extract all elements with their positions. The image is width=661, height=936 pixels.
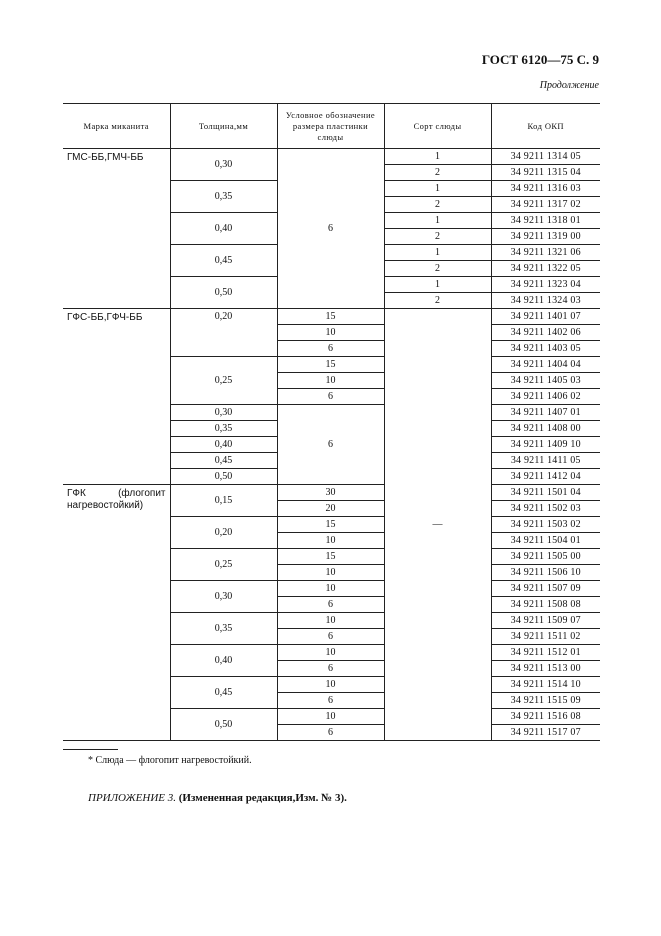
col-header-thickness: Толщина,мм [170, 104, 277, 149]
thickness-cell: 0,35 [170, 421, 277, 437]
thickness-cell: 0,50 [170, 277, 277, 309]
code-cell: 34 9211 1321 06 [491, 245, 600, 261]
table-row [63, 485, 600, 501]
code-cell: 34 9211 1508 08 [491, 597, 600, 613]
col-header-grade: Сорт слюды [384, 104, 491, 149]
code-cell: 34 9211 1512 01 [491, 645, 600, 661]
thickness-cell: 0,30 [170, 581, 277, 613]
code-cell: 34 9211 1318 01 [491, 213, 600, 229]
code-cell: 34 9211 1402 06 [491, 325, 600, 341]
size-cell: 20 [277, 501, 384, 517]
thickness-cell: 0,25 [170, 357, 277, 405]
footnote-divider [63, 749, 118, 750]
thickness-cell: 0,30 [170, 405, 277, 421]
appendix-note [88, 792, 347, 804]
code-cell: 34 9211 1409 10 [491, 437, 600, 453]
size-cell: 10 [277, 373, 384, 389]
appendix-text: (Измененная редакция,Изм. № 3). [178, 792, 347, 804]
size-cell: 6 [277, 693, 384, 709]
code-cell: 34 9211 1412 04 [491, 469, 600, 485]
thickness-cell: 0,45 [170, 453, 277, 469]
size-cell: 10 [277, 709, 384, 725]
table-row [63, 149, 600, 165]
thickness-cell: 0,15 [170, 485, 277, 517]
grade-cell: 2 [384, 229, 491, 245]
size-cell: 6 [277, 405, 384, 485]
micanite-table [63, 103, 600, 741]
size-cell: 6 [277, 597, 384, 613]
code-cell: 34 9211 1401 07 [491, 309, 600, 325]
thickness-cell: 0,20 [170, 517, 277, 549]
size-cell: 15 [277, 517, 384, 533]
grade-cell: 1 [384, 149, 491, 165]
thickness-cell: 0,35 [170, 181, 277, 213]
code-cell: 34 9211 1319 00 [491, 229, 600, 245]
thickness-cell: 0,30 [170, 149, 277, 181]
code-cell: 34 9211 1323 04 [491, 277, 600, 293]
code-cell: 34 9211 1322 05 [491, 261, 600, 277]
thickness-cell: 0,40 [170, 437, 277, 453]
code-cell: 34 9211 1504 01 [491, 533, 600, 549]
thickness-cell: 0,40 [170, 213, 277, 245]
size-cell: 6 [277, 389, 384, 405]
thickness-cell: 0,50 [170, 469, 277, 485]
col-header-size: Условное обозначение размера пластинки слюды [277, 104, 384, 149]
grade-cell: 1 [384, 213, 491, 229]
appendix-prefix: ПРИЛОЖЕНИЕ 3. [88, 792, 176, 804]
code-cell: 34 9211 1316 03 [491, 181, 600, 197]
code-cell: 34 9211 1406 02 [491, 389, 600, 405]
grade-cell: 2 [384, 261, 491, 277]
size-cell: 10 [277, 581, 384, 597]
grade-dash-cell: — [384, 309, 491, 741]
col-header-mark: Марка миканита [63, 104, 170, 149]
footnote: * Слюда — флогопит нагревостойкий. [88, 755, 252, 766]
size-cell: 10 [277, 613, 384, 629]
table-header-row [63, 104, 600, 149]
code-cell: 34 9211 1516 08 [491, 709, 600, 725]
code-cell: 34 9211 1411 05 [491, 453, 600, 469]
code-cell: 34 9211 1513 00 [491, 661, 600, 677]
size-cell: 30 [277, 485, 384, 501]
code-cell: 34 9211 1509 07 [491, 613, 600, 629]
thickness-cell: 0,35 [170, 613, 277, 645]
thickness-cell: 0,45 [170, 245, 277, 277]
grade-cell: 1 [384, 277, 491, 293]
code-cell: 34 9211 1503 02 [491, 517, 600, 533]
grade-cell: 2 [384, 165, 491, 181]
grade-cell: 1 [384, 181, 491, 197]
code-cell: 34 9211 1514 10 [491, 677, 600, 693]
thickness-cell: 0,45 [170, 677, 277, 709]
code-cell: 34 9211 1517 07 [491, 725, 600, 741]
code-cell: 34 9211 1507 09 [491, 581, 600, 597]
mark-cell: ГФК (флогопит нагревостойкий) [63, 485, 170, 741]
continuation-label: Продолжение [539, 80, 599, 91]
size-cell: 6 [277, 149, 384, 309]
size-cell: 15 [277, 309, 384, 325]
size-cell: 10 [277, 677, 384, 693]
grade-cell: 1 [384, 245, 491, 261]
code-cell: 34 9211 1404 04 [491, 357, 600, 373]
code-cell: 34 9211 1501 04 [491, 485, 600, 501]
code-cell: 34 9211 1506 10 [491, 565, 600, 581]
mark-cell: ГФС-ББ,ГФЧ-ББ [63, 309, 170, 485]
col-header-code: Код ОКП [491, 104, 600, 149]
code-cell: 34 9211 1515 09 [491, 693, 600, 709]
size-cell: 6 [277, 629, 384, 645]
size-cell: 10 [277, 565, 384, 581]
size-cell: 6 [277, 341, 384, 357]
code-cell: 34 9211 1317 02 [491, 197, 600, 213]
thickness-cell: 0,25 [170, 549, 277, 581]
size-cell: 15 [277, 549, 384, 565]
size-cell: 10 [277, 533, 384, 549]
code-cell: 34 9211 1315 04 [491, 165, 600, 181]
thickness-cell: 0,40 [170, 645, 277, 677]
mark-cell: ГМС-ББ,ГМЧ-ББ [63, 149, 170, 309]
grade-cell: 2 [384, 293, 491, 309]
code-cell: 34 9211 1403 05 [491, 341, 600, 357]
page-header: ГОСТ 6120—75 С. 9 [481, 52, 599, 67]
code-cell: 34 9211 1502 03 [491, 501, 600, 517]
size-cell: 10 [277, 325, 384, 341]
code-cell: 34 9211 1511 02 [491, 629, 600, 645]
code-cell: 34 9211 1324 03 [491, 293, 600, 309]
code-cell: 34 9211 1407 01 [491, 405, 600, 421]
code-cell: 34 9211 1505 00 [491, 549, 600, 565]
size-cell: 10 [277, 645, 384, 661]
thickness-cell: 0,20 [170, 309, 277, 357]
size-cell: 6 [277, 725, 384, 741]
table-row [63, 309, 600, 325]
thickness-cell: 0,50 [170, 709, 277, 741]
size-cell: 15 [277, 357, 384, 373]
code-cell: 34 9211 1314 05 [491, 149, 600, 165]
size-cell: 6 [277, 661, 384, 677]
grade-cell: 2 [384, 197, 491, 213]
code-cell: 34 9211 1408 00 [491, 421, 600, 437]
code-cell: 34 9211 1405 03 [491, 373, 600, 389]
